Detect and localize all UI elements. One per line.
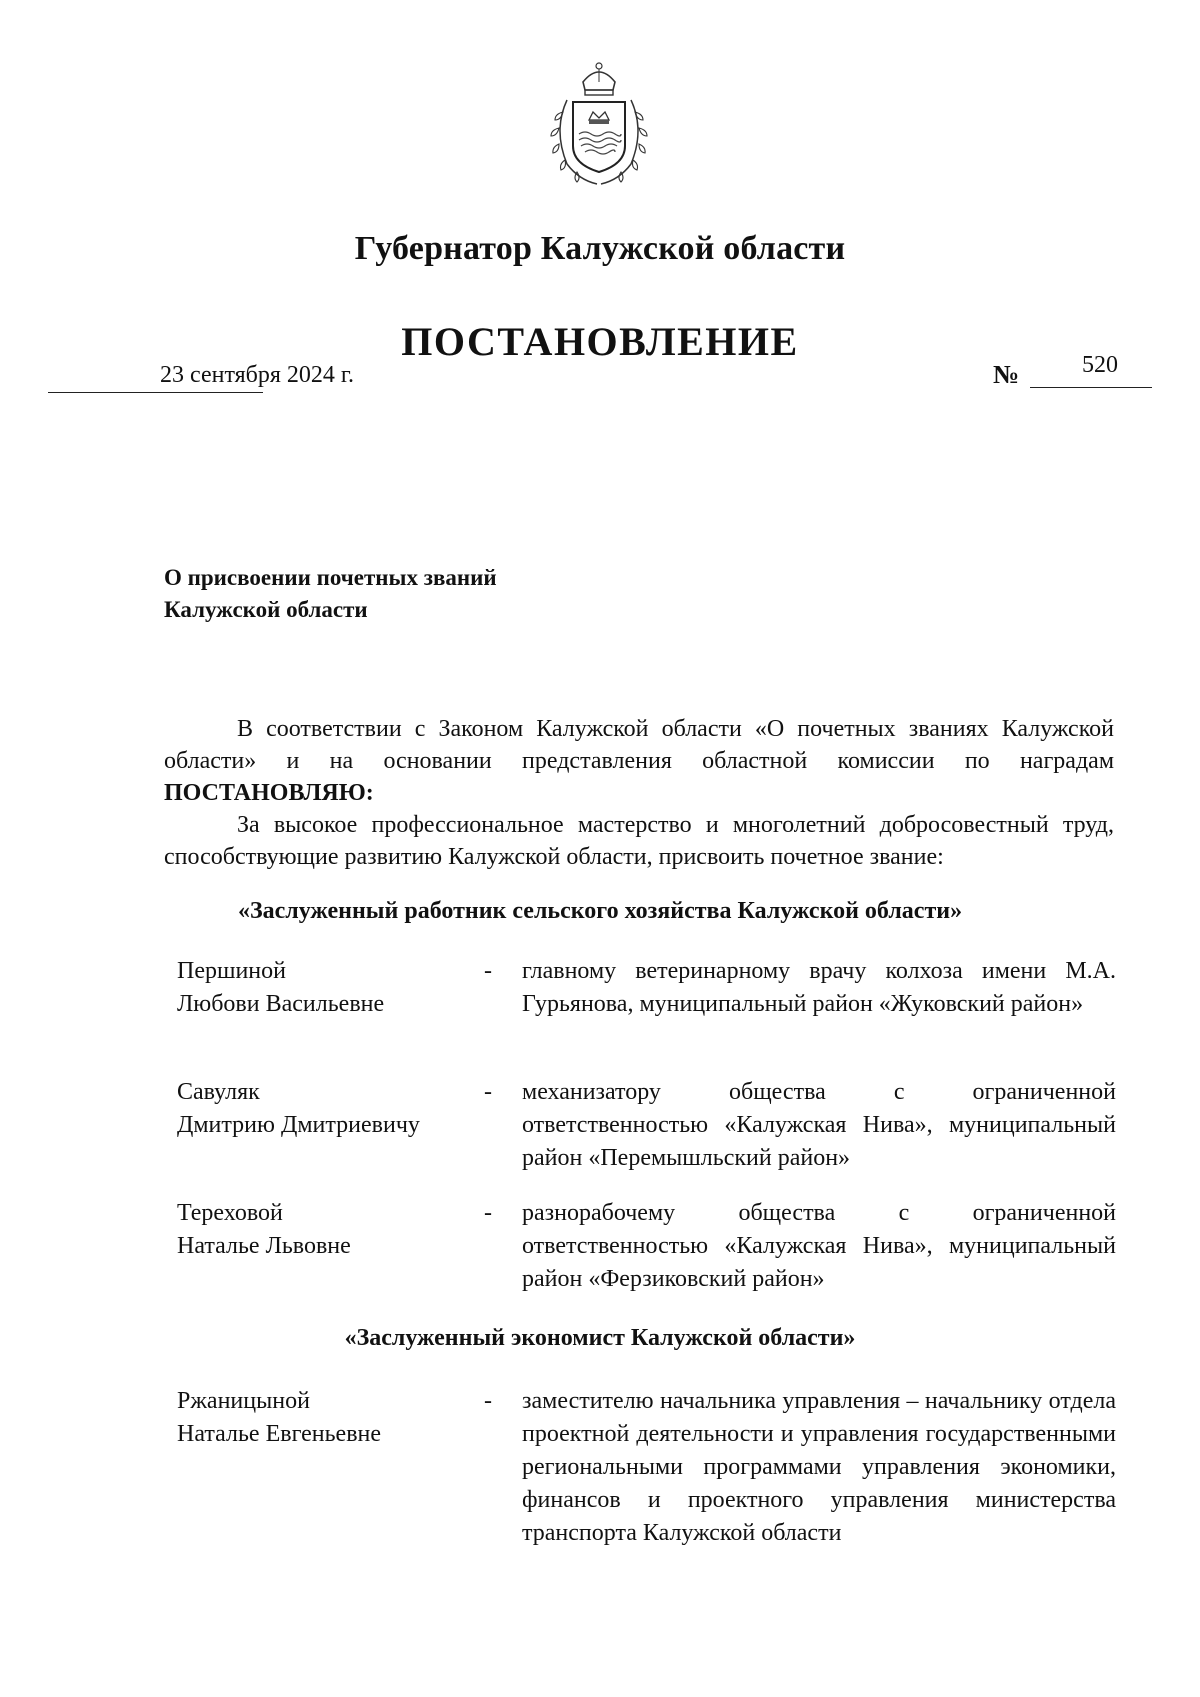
entry-dash: - [484,1200,492,1226]
document-subject [164,562,497,626]
recipient-name [177,1385,381,1451]
number-underline [1030,387,1152,388]
date-underline [48,392,263,393]
document-date: 23 сентября 2024 г. [160,362,355,388]
preamble-text: В соответствии с Законом Калужской области «О почетных званиях Калужской области» и на основании представления областной комиссии по наградам [164,716,1114,774]
entry-dash: - [484,958,492,984]
award-paragraph: За высокое профессиональное мастерство и многолетний добросовестный труд, способствующие развитию Калужской области, присвоить почетное звание: [164,812,1114,870]
recipient-position: разнорабочему общества с ограниченной ответственностью «Калужская Нива», муниципальный район «Ферзиковский район» [522,1200,1116,1292]
recipient-given-name: Наталье Львовне [177,1233,351,1259]
recipient-surname: Савуляк [177,1079,260,1105]
recipient-surname: Першиной [177,958,286,984]
entry-dash: - [484,1079,492,1105]
recipient-name [177,955,384,1021]
subject-line-2: Калужской области [164,597,368,622]
document-type-title: ПОСТАНОВЛЕНИЕ [401,319,799,364]
recipient-position: заместителю начальника управления – начальнику отдела проектной деятельности и управления государственными региональными программами управления экономики, финансов и проектного управления министерства транспорта Калужской области [522,1388,1116,1546]
organization-title: Губернатор Калужской области [354,230,846,267]
recipient-position: механизатору общества с ограниченной ответственностью «Калужская Нива», муниципальный район «Перемышльский район» [522,1079,1116,1171]
document-number: 520 [1082,352,1118,378]
section-title: «Заслуженный экономист Калужской области» [344,1325,856,1351]
section-title: «Заслуженный работник сельского хозяйства Калужской области» [237,898,963,924]
number-label: № [993,360,1020,389]
coat-of-arms-emblem [545,60,653,190]
subject-line-1: О присвоении почетных званий [164,565,497,590]
recipient-position: главному ветеринарному врачу колхоза имени М.А. Гурьянова, муниципальный район «Жуковский район» [522,958,1116,1017]
resolution-keyword: ПОСТАНОВЛЯЮ: [164,780,374,806]
recipient-given-name: Дмитрию Дмитриевичу [177,1112,420,1138]
recipient-given-name: Наталье Евгеньевне [177,1421,382,1447]
recipient-name [177,1076,420,1142]
preamble-paragraph [164,713,1114,809]
recipient-given-name: Любови Васильевне [177,991,385,1017]
recipient-name [177,1197,351,1263]
recipient-surname: Тереховой [177,1200,283,1226]
recipient-surname: Ржаницыной [177,1388,310,1414]
entry-dash: - [484,1388,492,1414]
